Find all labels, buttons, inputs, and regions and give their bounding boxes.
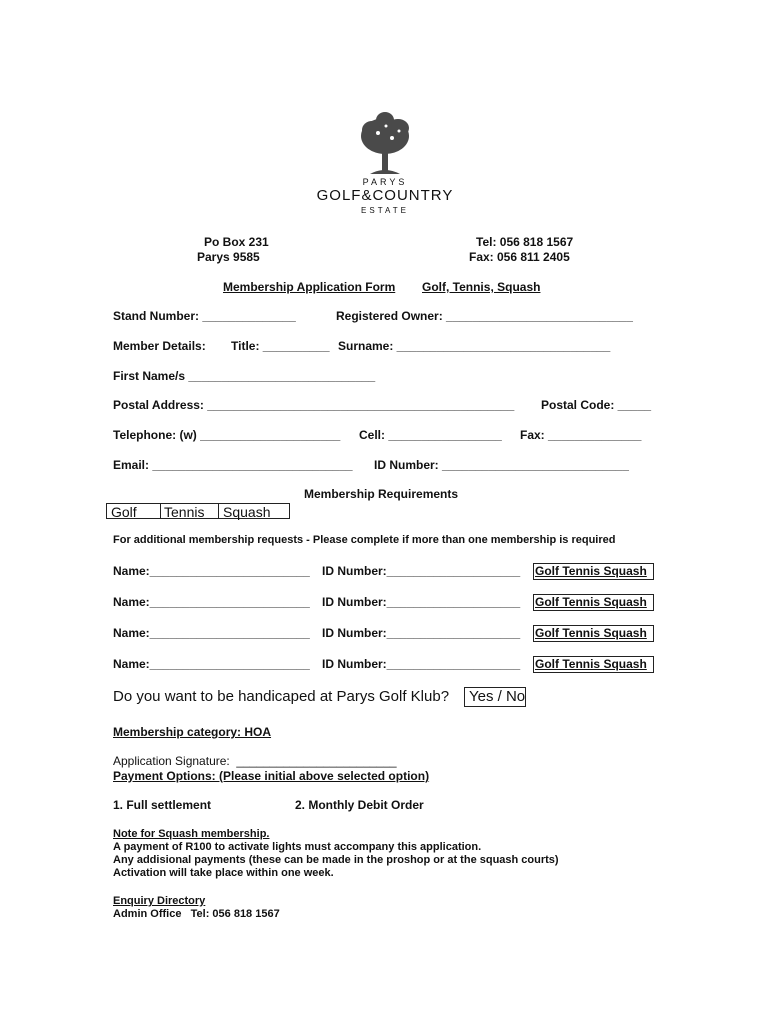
payment-option-full[interactable]: 1. Full settlement	[113, 798, 212, 812]
additional-id-field[interactable]: ID Number:____________________	[322, 595, 521, 609]
handicap-question: Do you want to be handicaped at Parys Golf Klub?	[113, 688, 450, 705]
fax-field[interactable]: Fax: ______________	[520, 428, 642, 442]
logo-line-1: PARYS	[362, 177, 408, 187]
sports-title: Golf, Tennis, Squash	[422, 280, 541, 294]
form-title: Membership Application Form	[223, 280, 396, 294]
additional-id-field[interactable]: ID Number:____________________	[322, 564, 521, 578]
payment-heading: Payment Options: (Please initial above selected option)	[113, 769, 430, 783]
id-number-field[interactable]: ID Number: ____________________________	[374, 458, 629, 472]
contact-fax: Fax: 056 811 2405	[469, 250, 570, 264]
member-details-label: Member Details:	[113, 339, 206, 353]
postal-address-field[interactable]: Postal Address: ______________________________________________	[113, 398, 515, 412]
stand-number-field[interactable]: Stand Number: ______________	[113, 309, 296, 323]
additional-membership-options[interactable]: Golf Tennis Squash	[533, 656, 654, 673]
registered-owner-field[interactable]: Registered Owner: ____________________________	[336, 309, 633, 323]
enquiry-heading: Enquiry Directory	[113, 895, 206, 907]
additional-name-field[interactable]: Name:________________________	[113, 595, 310, 609]
additional-membership-options[interactable]: Golf Tennis Squash	[533, 563, 654, 580]
first-names-field[interactable]: First Name/s ____________________________	[113, 369, 376, 383]
golf-option[interactable]: Golf	[106, 503, 161, 519]
cell-field[interactable]: Cell: _________________	[359, 428, 502, 442]
squash-option[interactable]: Squash	[218, 503, 290, 519]
admin-office-contact: Admin Office Tel: 056 818 1567	[113, 908, 280, 920]
address-line-2: Parys 9585	[197, 250, 260, 264]
address-line-1: Po Box 231	[204, 235, 269, 249]
estate-logo	[300, 108, 470, 218]
payment-option-debit[interactable]: 2. Monthly Debit Order	[295, 798, 424, 812]
signature-field[interactable]: Application Signature: ________________________	[113, 754, 397, 768]
contact-tel: Tel: 056 818 1567	[476, 235, 574, 249]
telephone-field[interactable]: Telephone: (w) _____________________	[113, 428, 341, 442]
handicap-answer-box[interactable]: Yes / No	[464, 687, 526, 707]
additional-name-field[interactable]: Name:________________________	[113, 564, 310, 578]
tennis-option[interactable]: Tennis	[160, 503, 219, 519]
email-field[interactable]: Email: ______________________________	[113, 458, 353, 472]
additional-id-field[interactable]: ID Number:____________________	[322, 626, 521, 640]
squash-note-line: Any addisional payments (these can be made in the proshop or at the squash courts)	[113, 854, 559, 866]
tree-logo-icon	[300, 108, 470, 178]
squash-note-line: Activation will take place within one week.	[113, 867, 334, 879]
additional-name-field[interactable]: Name:________________________	[113, 657, 310, 671]
squash-note-heading: Note for Squash membership.	[113, 828, 270, 840]
surname-field[interactable]: Surname: ________________________________	[338, 339, 611, 353]
additional-membership-options[interactable]: Golf Tennis Squash	[533, 594, 654, 611]
squash-note-line: A payment of R100 to activate lights must accompany this application.	[113, 841, 482, 853]
additional-note: For additional membership requests - Please complete if more than one membership is required	[113, 534, 616, 546]
additional-id-field[interactable]: ID Number:____________________	[322, 657, 521, 671]
title-field[interactable]: Title: __________	[231, 339, 330, 353]
membership-category: Membership category: HOA	[113, 725, 272, 739]
postal-code-field[interactable]: Postal Code: _____	[541, 398, 652, 412]
requirements-heading: Membership Requirements	[304, 487, 459, 501]
logo-line-2: GOLF&COUNTRY	[316, 187, 454, 204]
additional-name-field[interactable]: Name:________________________	[113, 626, 310, 640]
additional-membership-options[interactable]: Golf Tennis Squash	[533, 625, 654, 642]
logo-line-3: ESTATE	[361, 206, 409, 215]
